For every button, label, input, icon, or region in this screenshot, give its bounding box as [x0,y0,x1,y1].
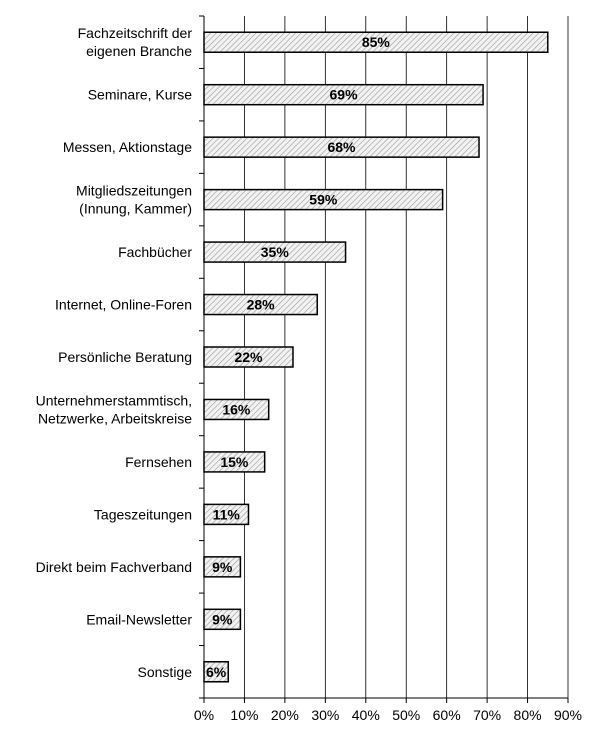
data-label: 22% [234,349,263,365]
x-tick-label: 10% [230,707,259,723]
category-label [86,611,192,627]
category-label-line: Netzwerke, Arbeitskreise [37,410,192,427]
x-tick-label: 90% [553,707,583,723]
category-label-line: Unternehmerstammtisch, [35,392,192,409]
bars [204,32,548,682]
category-label-line: Messen, Aktionstage [62,139,192,156]
x-tick-label: 0% [193,707,215,723]
category-label-line: Internet, Online-Foren [55,296,192,313]
category-label-line: Email-Newsletter [86,611,192,628]
x-tick-label: 50% [392,707,421,723]
category-label-line: Persönliche Beratung [58,349,192,365]
x-tick-label: 80% [513,707,542,723]
data-label: 69% [329,86,358,103]
category-label-line: eigenen Branche [86,43,192,60]
category-label-line: (Innung, Kammer) [79,200,192,217]
data-label: 15% [220,453,249,470]
category-label [36,392,193,426]
data-label: 68% [327,139,356,156]
data-label: 6% [206,663,227,680]
category-label-line: Direkt beim Fachverband [35,558,192,575]
category-label-line: Seminare, Kurse [87,86,192,103]
data-label: 85% [361,34,390,51]
x-tick-label: 30% [311,707,340,723]
category-label-line: Fachbücher [118,244,192,261]
category-label [58,349,192,365]
data-label: 9% [212,611,233,628]
category-label-line: Sonstige [137,663,192,680]
x-tick-label: 40% [351,707,380,723]
category-label [76,183,192,217]
category-label [78,25,193,59]
category-labels [36,25,193,680]
category-label-line: Fernsehen [125,453,192,470]
x-tick-label: 70% [473,707,502,723]
category-label [118,244,192,260]
axes [194,16,582,723]
x-tick-label: 20% [270,707,299,723]
category-label-line: Mitgliedszeitungen [76,182,192,199]
category-label-line: Tageszeitungen [93,506,192,523]
data-label: 59% [309,191,338,208]
category-label [138,664,193,680]
data-label: 28% [246,296,275,313]
category-label [63,139,192,155]
data-label: 9% [212,558,233,575]
category-label [55,297,192,313]
x-tick-label: 60% [432,707,461,723]
category-label [88,87,192,103]
category-label [94,506,192,522]
data-label: 16% [222,401,251,418]
category-label-line: Fachzeitschrift der [77,25,192,42]
category-label [36,559,192,575]
data-label: 11% [212,506,240,523]
data-label: 35% [260,244,289,261]
category-label [125,454,192,470]
